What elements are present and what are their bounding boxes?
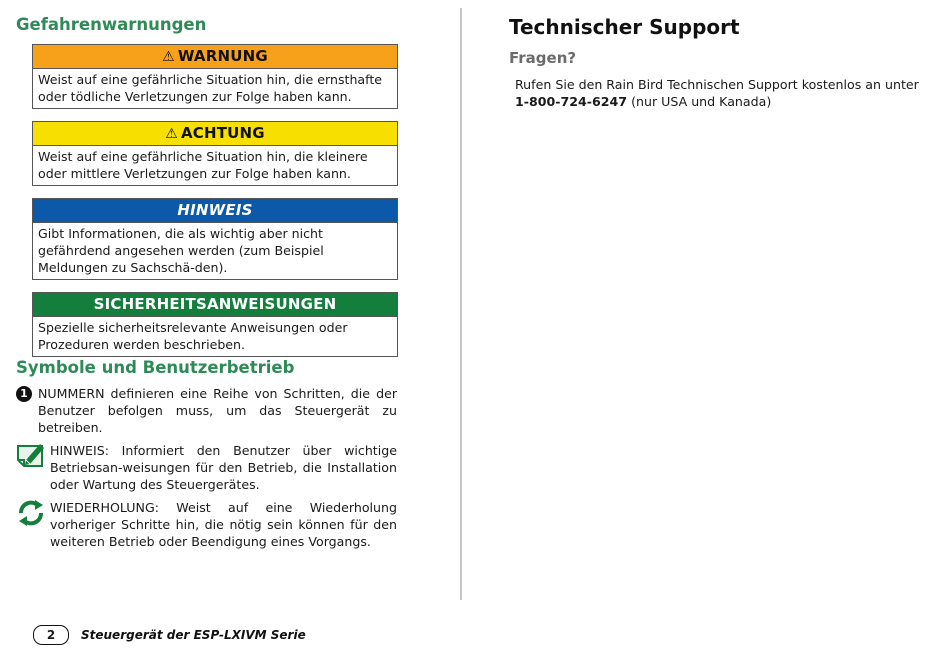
symbol-numbers-text: NUMMERN definieren eine Reihe von Schritten, die der Benutzer befolgen muss, um das Steuergerät zu betreiben. xyxy=(38,386,397,435)
support-contact-text xyxy=(515,76,929,110)
warning-box xyxy=(32,44,398,109)
caution-header xyxy=(33,122,397,146)
support-phone-suffix: (nur USA und Kanada) xyxy=(627,94,772,109)
page-number: 2 xyxy=(33,625,69,645)
support-phone-number: 1-800-724-6247 xyxy=(515,94,628,109)
notice-header: HINWEIS xyxy=(33,199,397,223)
symbols-heading: Symbole und Benutzerbetrieb xyxy=(16,358,295,377)
note-pencil-icon xyxy=(16,442,46,470)
warning-label: WARNUNG xyxy=(177,47,268,65)
footer-title: Steuergerät der ESP-LXIVM Serie xyxy=(81,628,306,642)
warning-text: Weist auf eine gefährliche Situation hin, die ernsthafte oder tödliche Verletzungen zur Folge haben kann. xyxy=(38,72,383,104)
symbol-repeat-text: WIEDERHOLUNG: Weist auf eine Wiederholung vorheriger Schritte hin, die nötig sein können für den weiteren Betrieb oder Beendigung eines Vorgangs. xyxy=(50,500,397,549)
symbol-item-numbers xyxy=(16,385,397,436)
symbol-item-note xyxy=(16,442,397,493)
caution-triangle-icon: ⚠ xyxy=(165,126,178,142)
technical-support-title: Technischer Support xyxy=(509,15,740,39)
page-footer xyxy=(33,625,306,645)
caution-text: Weist auf eine gefährliche Situation hin, die kleinere oder mittlere Verletzungen zur Folge haben kann. xyxy=(38,149,368,181)
symbol-note-text: HINWEIS: Informiert den Benutzer über wichtige Betriebsan-weisungen für den Betrieb, die Installation oder Wartung des Steuergerätes. xyxy=(50,443,397,492)
warning-triangle-icon: ⚠ xyxy=(162,49,175,65)
symbol-item-repeat xyxy=(16,499,397,550)
hazard-warnings-heading: Gefahrenwarnungen xyxy=(16,15,207,34)
column-divider xyxy=(460,8,462,600)
number-icon: 1 xyxy=(16,386,32,402)
notice-box xyxy=(32,198,398,280)
support-phone-line xyxy=(515,93,929,110)
questions-subtitle: Fragen? xyxy=(509,49,577,67)
caution-label: ACHTUNG xyxy=(180,124,265,142)
support-line: Rufen Sie den Rain Bird Technischen Support kostenlos an unter xyxy=(515,77,919,92)
safety-instructions-box xyxy=(32,292,398,357)
warning-header xyxy=(33,45,397,69)
left-column xyxy=(16,14,397,550)
safety-instructions-text: Spezielle sicherheitsrelevante Anweisungen oder Prozeduren werden beschrieben. xyxy=(38,320,348,352)
repeat-arrows-icon xyxy=(16,499,46,527)
notice-text: Gibt Informationen, die als wichtig aber nicht gefährdend angesehen werden (zum Beispiel Meldungen zu Sachschä-den). xyxy=(38,226,324,275)
safety-instructions-header: SICHERHEITSANWEISUNGEN xyxy=(33,293,397,317)
right-column xyxy=(509,14,929,110)
caution-box xyxy=(32,121,398,186)
